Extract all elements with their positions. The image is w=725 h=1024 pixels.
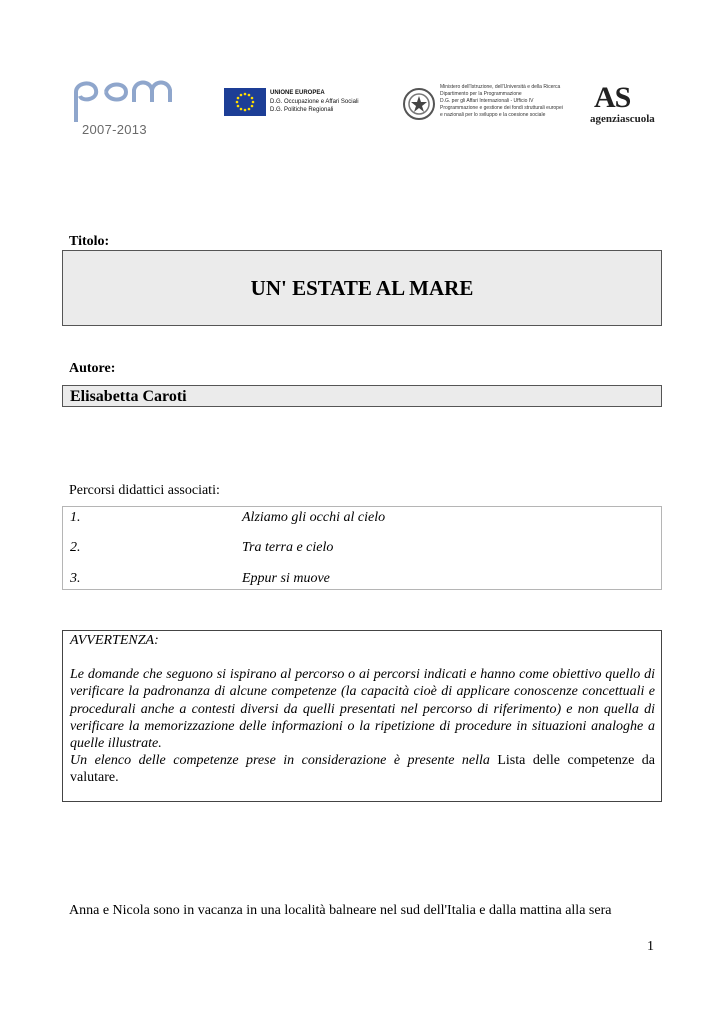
warning-note-text: Un elenco delle competenze prese in considerazione è presente nella — [70, 753, 490, 769]
warning-note — [70, 752, 655, 786]
percorso-name: Eppur si muove — [242, 571, 330, 586]
story-text: Anna e Nicola sono in vacanza in una località balneare nel sud dell'Italia e dalla mattina alla sera — [69, 903, 612, 918]
percorso-number: 3. — [70, 571, 81, 586]
competence-list-reference: Lista delle competenze da valutare. — [70, 753, 656, 786]
percorso-name: Alziamo gli occhi al cielo — [242, 510, 386, 525]
title-label: Titolo: — [69, 234, 110, 249]
list-item — [63, 510, 661, 530]
page-number: 1 — [647, 939, 654, 954]
warning-text: Le domande che seguono si ispirano al percorso o ai percorsi indicati e hanno come obiettivo quello di verificare la padronanza di alcune competenze (la capacità cioè di applicare conoscenze concettuali e procedurali anche a contesti diversi da quelli presentati nel percorso di riferimento) e non quella di verificare la memorizzazione delle informazioni o la ripetizione di procedure in situazioni analoghe a quelle illustrate. — [70, 667, 655, 752]
percorsi-list — [62, 506, 662, 590]
list-item — [63, 540, 661, 560]
ministry-logo-line: D.G. per gli Affari Internazionali - Ufficio IV — [440, 98, 534, 104]
author-name: Elisabetta Caroti — [70, 388, 187, 405]
document-title: UN' ESTATE AL MARE — [250, 275, 474, 300]
author-box — [62, 385, 662, 407]
ministry-logo-text — [440, 84, 563, 119]
author-label: Autore: — [69, 361, 116, 376]
percorso-name: Tra terra e cielo — [242, 540, 334, 555]
list-item — [63, 571, 661, 591]
eu-logo-text — [270, 89, 359, 115]
eu-logo-line: UNIONE EUROPEA — [270, 90, 325, 96]
agency-logo-name: agenziascuola — [590, 113, 655, 125]
eu-flag-icon — [224, 88, 266, 116]
ministry-logo-line: e nazionali per lo sviluppo e la coesione sociale — [440, 112, 546, 118]
warning-title: AVVERTENZA: — [70, 633, 159, 648]
ministry-logo-line: Programmazione e gestione dei fondi strutturali europei — [440, 105, 563, 111]
eu-logo-line: D.G. Occupazione e Affari Sociali — [270, 98, 359, 105]
title-box — [62, 250, 662, 326]
percorsi-label: Percorsi didattici associati: — [69, 483, 220, 498]
agenziascuola-logo — [590, 82, 656, 128]
pon-logo — [72, 76, 176, 140]
eu-logo-line: D.G. Politiche Regionali — [270, 107, 334, 113]
eu-logo — [224, 88, 370, 118]
percorso-number: 1. — [70, 510, 81, 525]
agency-logo-mark: AS — [594, 81, 631, 114]
ministry-logo-line: Ministero dell'Istruzione, dell'Università e della Ricerca — [440, 84, 561, 90]
warning-box — [62, 630, 662, 802]
ministry-logo — [402, 84, 570, 126]
percorso-number: 2. — [70, 540, 81, 555]
ministry-logo-line: Dipartimento per la Programmazione — [440, 91, 522, 97]
pon-logo-graphic — [72, 76, 176, 124]
pon-years: 2007-2013 — [82, 122, 147, 137]
republic-emblem-icon — [402, 86, 436, 122]
